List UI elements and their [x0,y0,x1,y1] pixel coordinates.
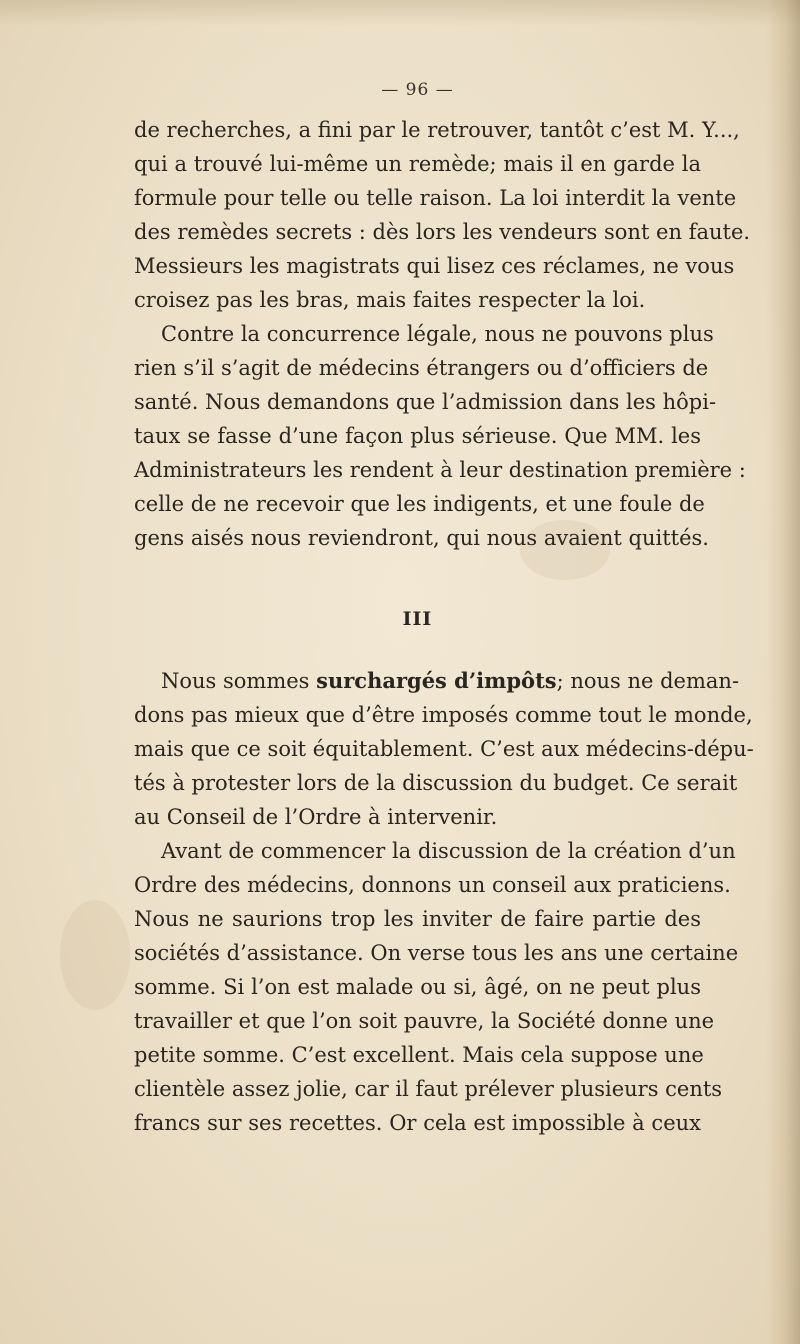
text-line [161,664,740,698]
text-line: gens aisés nous reviendront, qui nous avaient quittés. [134,526,709,550]
section-heading: III [402,608,433,630]
text-line: de recherches, a fini par le retrouver, tantôt c’est M. Y..., [134,118,740,142]
text-line: Avant de commencer la discussion de la création d’un [161,839,736,863]
text-line: celle de ne recevoir que les indigents, et une foule de [134,492,705,516]
text-line: Nous ne saurions trop les inviter de faire partie des [134,907,701,931]
text-line: santé. Nous demandons que l’admission dans les hôpi- [134,390,717,414]
text-line: au Conseil de l’Ordre à intervenir. [134,805,498,829]
emphasized-text: surchargés d’impôts [316,668,557,693]
text-line: somme. Si l’on est malade ou si, âgé, on ne peut plus [134,975,701,999]
text-line: Messieurs les magistrats qui lisez ces réclames, ne vous [134,254,735,278]
text-line: travailler et que l’on soit pauvre, la Société donne une [134,1009,715,1033]
text-line: qui a trouvé lui-même un remède; mais il en garde la [134,152,701,176]
page-number: — 96 — [381,80,454,100]
text-line: francs sur ses recettes. Or cela est impossible à ceux [134,1111,701,1135]
text-line: petite somme. C’est excellent. Mais cela suppose une [134,1043,704,1067]
text-line: mais que ce soit équitablement. C’est aux médecins-dépu- [134,737,754,761]
text-line: formule pour telle ou telle raison. La loi interdit la vente [134,186,737,210]
text-line: Administrateurs les rendent à leur destination première : [134,458,746,482]
text-line: Ordre des médecins, donnons un conseil aux praticiens. [134,873,731,897]
page-right-edge-shadow [766,0,800,1344]
text-line: clientèle assez jolie, car il faut prélever plusieurs cents [134,1077,723,1101]
text-span: Nous sommes [161,669,317,693]
text-line: taux se fasse d’une façon plus sérieuse. Que MM. les [134,424,701,448]
text-line: tés à protester lors de la discussion du budget. Ce serait [134,771,738,795]
text-span: ; nous ne deman- [556,669,740,693]
paper-stain [60,900,130,1010]
text-line: rien s’il s’agit de médecins étrangers ou d’officiers de [134,356,709,380]
text-line: des remèdes secrets : dès lors les vendeurs sont en faute. [134,220,751,244]
page-top-shadow [0,0,800,26]
text-line: dons pas mieux que d’être imposés comme tout le monde, [134,703,753,727]
text-line: Contre la concurrence légale, nous ne pouvons plus [161,322,714,346]
text-line: sociétés d’assistance. On verse tous les ans une certaine [134,941,739,965]
text-line: croisez pas les bras, mais faites respecter la loi. [134,288,646,312]
